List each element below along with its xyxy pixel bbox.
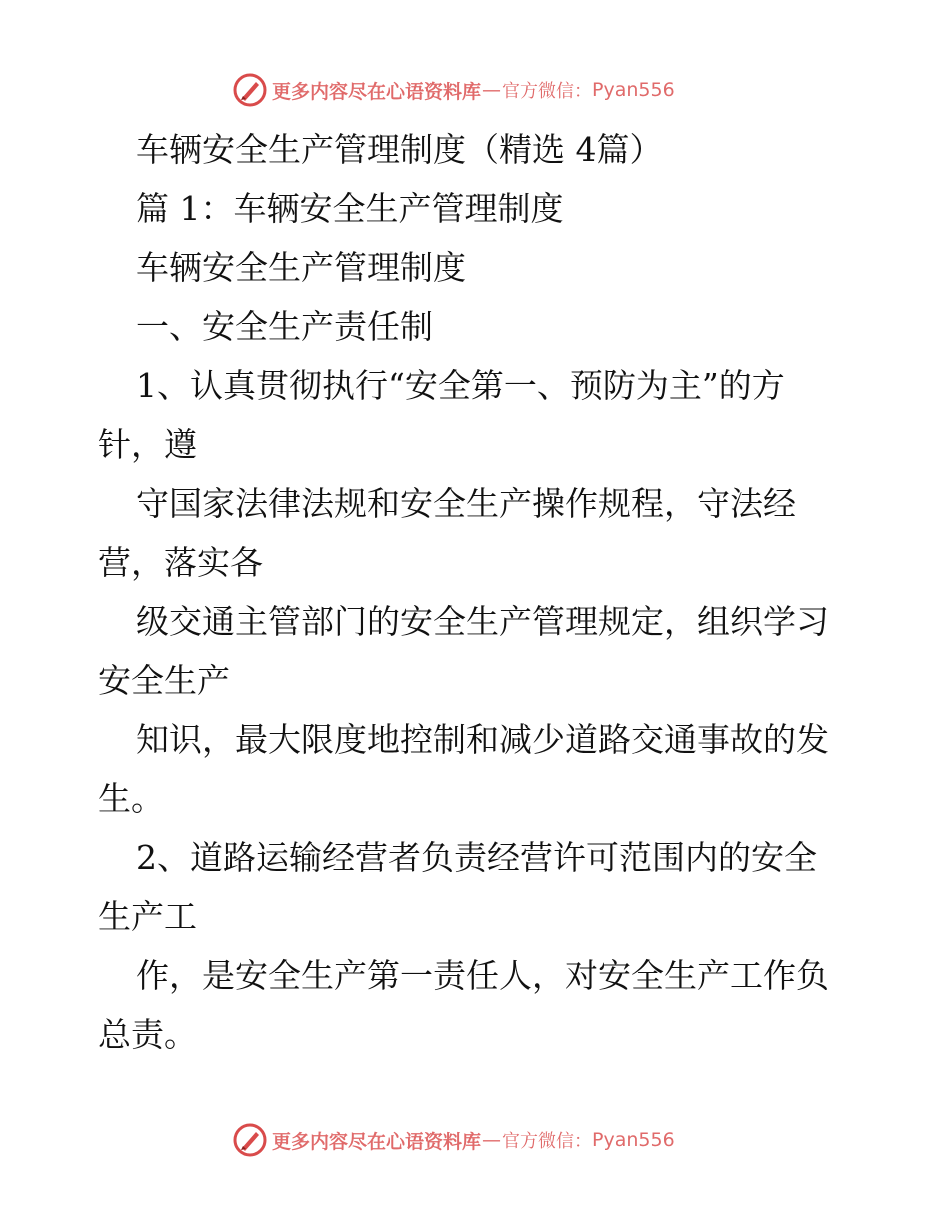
text-line: 知识，最大限度地控制和减少道路交通事故的发 (136, 720, 829, 759)
footer-banner (232, 1120, 675, 1160)
header-banner (232, 70, 675, 110)
banner-dash: — (482, 1129, 502, 1151)
banner-label: 官方微信： (502, 1131, 593, 1152)
text-line: 作，是安全生产第一责任人，对安全生产工作负 (136, 956, 829, 995)
text-line: 营，落实各 (98, 543, 263, 582)
text-line: 级交通主管部门的安全生产管理规定，组织学习 (136, 602, 829, 641)
doc-title: 车辆安全生产管理制度（精选 4篇） (136, 130, 663, 169)
text-line: 生产工 (98, 897, 197, 936)
subheading: 车辆安全生产管理制度 (136, 248, 466, 287)
text-line: 生。 (98, 779, 164, 818)
clause-heading: 一、安全生产责任制 (136, 307, 433, 346)
text-line: 守国家法律法规和安全生产操作规程，守法经 (136, 484, 796, 523)
banner-label: 官方微信： (502, 81, 593, 102)
banner-text: 更多内容尽在心语资料库 (272, 1130, 482, 1153)
logo-icon (232, 72, 268, 108)
banner-text: 更多内容尽在心语资料库 (272, 80, 482, 103)
text-line: 安全生产 (98, 661, 230, 700)
text-line: 1、认真贯彻执行“安全第一、预防为主”的方 (136, 366, 785, 405)
banner-id: Pyan556 (592, 79, 675, 101)
banner-id: Pyan556 (592, 1129, 675, 1151)
text-line: 针，遵 (98, 425, 197, 464)
banner-dash: — (482, 79, 502, 101)
logo-icon (232, 1122, 268, 1158)
text-line: 总责。 (98, 1015, 197, 1054)
document-body (98, 120, 858, 1064)
section-heading: 篇 1：车辆安全生产管理制度 (136, 189, 564, 228)
text-line: 2、道路运输经营者负责经营许可范围内的安全 (136, 838, 817, 877)
